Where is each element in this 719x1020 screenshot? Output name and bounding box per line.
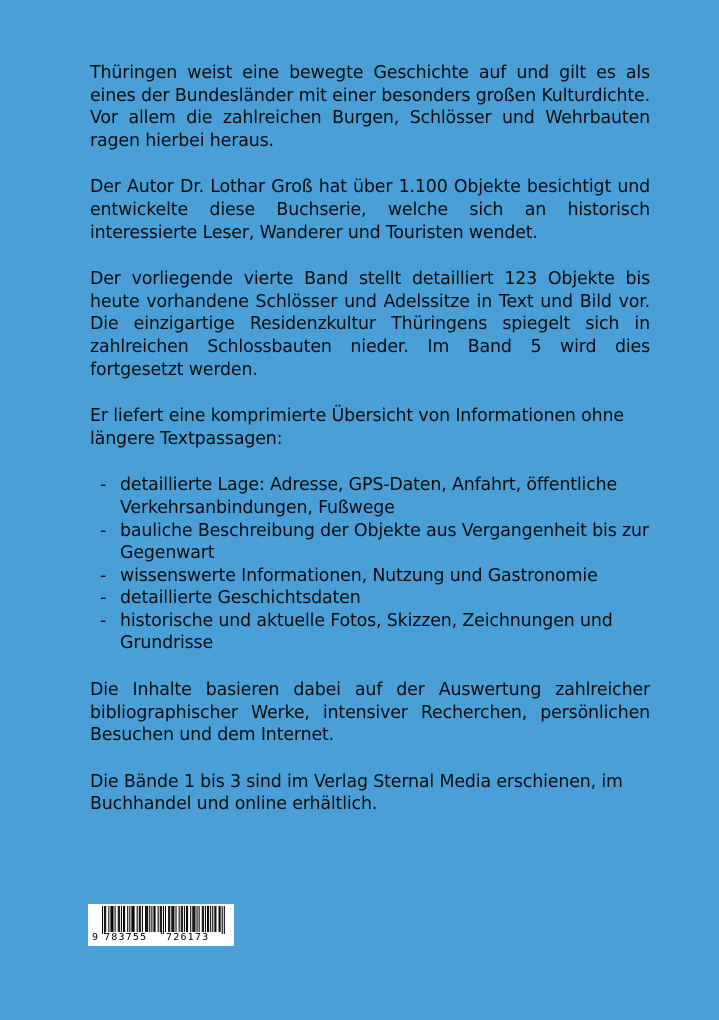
barcode-bar xyxy=(197,906,198,932)
barcode-bar xyxy=(176,906,177,932)
list-dash: - xyxy=(100,475,107,496)
barcode-bar xyxy=(190,906,191,932)
barcode-bar xyxy=(173,906,174,932)
barcode-bar xyxy=(163,906,164,934)
barcode-bar xyxy=(203,906,204,932)
barcode-bar xyxy=(208,906,209,932)
barcode-right-group: 726173 xyxy=(166,932,210,943)
list-dash: - xyxy=(100,520,107,541)
list-item xyxy=(100,520,650,565)
list-item-text: wissenswerte Informationen, Nutzung und Gastronomie xyxy=(120,565,598,586)
barcode-bar xyxy=(132,906,133,932)
barcode-bar xyxy=(102,906,103,934)
back-cover-text xyxy=(90,62,650,840)
barcode-bar xyxy=(140,906,141,932)
barcode-bar xyxy=(155,906,156,932)
barcode-bar xyxy=(182,906,183,932)
barcode-bar xyxy=(139,906,140,932)
list-item-text: detaillierte Lage: Adresse, GPS-Daten, Anfahrt, öffentliche Verkehrsanbindungen, Fußwege xyxy=(120,475,618,518)
barcode-bar xyxy=(121,906,122,932)
barcode-lead-digit: 9 xyxy=(92,932,99,943)
list-item-text: detaillierte Geschichtsdaten xyxy=(120,588,361,609)
barcode-bar xyxy=(131,906,132,932)
barcode-bar xyxy=(158,906,159,932)
barcode-bar xyxy=(172,906,173,932)
barcode-bar xyxy=(194,906,195,932)
barcode-bar xyxy=(147,906,148,932)
list-dash: - xyxy=(100,610,107,631)
barcode-bar xyxy=(187,906,188,932)
barcode-bar xyxy=(222,906,223,934)
barcode-bar xyxy=(108,906,109,932)
barcode-bar xyxy=(212,906,213,932)
barcode-bar xyxy=(124,906,125,932)
barcode-bar xyxy=(220,906,221,932)
barcode-bar xyxy=(160,906,161,932)
author-paragraph: Der Autor Dr. Lothar Groß hat über 1.100 Objekte besichtigt und entwickelte diese Buchserie, welche sich an historisch interessierte Leser, Wanderer und Touristen wendet. xyxy=(90,177,650,243)
barcode-bar xyxy=(127,906,128,932)
volume-paragraph: Der vorliegende vierte Band stellt detailliert 123 Objekte bis heute vorhandene Schlösser und Adelssitze in Text und Bild vor. Die einzigartige Residenzkultur Thüringens spiegelt sich in zahlreichen Schlossbauten nieder. Im Band 5 wird dies fortgesetzt werden. xyxy=(90,269,650,380)
sources-paragraph: Die Inhalte basieren dabei auf der Auswertung zahlreicher bibliographischer Werke, intensiver Recherchen, persönlichen Besuchen und dem Internet. xyxy=(90,680,650,746)
list-item xyxy=(100,565,650,588)
barcode-left-group: 783755 xyxy=(104,932,148,943)
barcode-bar xyxy=(169,906,170,932)
barcode-bar xyxy=(113,906,114,932)
list-dash: - xyxy=(100,565,107,586)
list-item xyxy=(100,587,650,610)
isbn-barcode xyxy=(88,904,234,946)
barcode-bar xyxy=(104,906,105,934)
barcode-bar xyxy=(207,906,208,932)
barcode-bar xyxy=(151,906,152,932)
barcode-bar xyxy=(137,906,138,932)
barcode-bar xyxy=(115,906,116,932)
barcode-bar xyxy=(199,906,200,932)
barcode-bar xyxy=(165,906,166,932)
barcode-bar xyxy=(110,906,111,932)
barcode-bar xyxy=(193,906,194,932)
list-dash: - xyxy=(100,588,107,609)
barcode-bar xyxy=(119,906,120,932)
barcode-bar xyxy=(186,906,187,932)
barcode-bars xyxy=(88,904,234,934)
list-item xyxy=(100,474,650,519)
barcode-bar xyxy=(215,906,216,932)
feature-list xyxy=(90,474,650,655)
list-item-text: historische und aktuelle Fotos, Skizzen, Zeichnungen und Grundrisse xyxy=(120,610,613,654)
barcode-bar xyxy=(123,906,124,932)
barcode-digits xyxy=(88,932,234,946)
overview-paragraph: Er liefert eine komprimierte Übersicht von Informationen ohne längere Textpassagen: xyxy=(90,406,624,449)
barcode-bar xyxy=(202,906,203,932)
barcode-bar xyxy=(111,906,112,932)
barcode-bar xyxy=(149,906,150,932)
barcode-bar xyxy=(210,906,211,932)
availability-paragraph: Die Bände 1 bis 3 sind im Verlag Sternal Media erschienen, im Buchhandel und online erhältlich. xyxy=(90,771,623,815)
barcode-bar xyxy=(134,906,135,932)
list-item-text: bauliche Beschreibung der Objekte aus Vergangenheit bis zur Gegenwart xyxy=(120,520,649,564)
barcode-bar xyxy=(179,906,180,932)
barcode-bar xyxy=(142,906,143,932)
barcode-bar xyxy=(181,906,182,932)
barcode-bar xyxy=(105,906,106,932)
barcode-bar xyxy=(171,906,172,932)
barcode-bar xyxy=(145,906,146,932)
barcode-bar xyxy=(168,906,169,932)
barcode-bar xyxy=(161,906,162,934)
list-item xyxy=(100,610,650,655)
barcode-bar xyxy=(219,906,220,932)
barcode-bar xyxy=(205,906,206,932)
barcode-bar xyxy=(146,906,147,932)
barcode-bar xyxy=(184,906,185,932)
barcode-bar xyxy=(153,906,154,932)
barcode-bar xyxy=(118,906,119,932)
barcode-bar xyxy=(129,906,130,932)
barcode-bar xyxy=(192,906,193,932)
intro-paragraph: Thüringen weist eine bewegte Geschichte auf und gilt es als eines der Bundesländer mit einer besonders großen Kulturdichte. Vor allem die zahlreichen Burgen, Schlösser und Wehrbauten ragen hierbei heraus. xyxy=(90,63,650,151)
barcode-bar xyxy=(214,906,215,932)
barcode-bar xyxy=(224,906,225,934)
